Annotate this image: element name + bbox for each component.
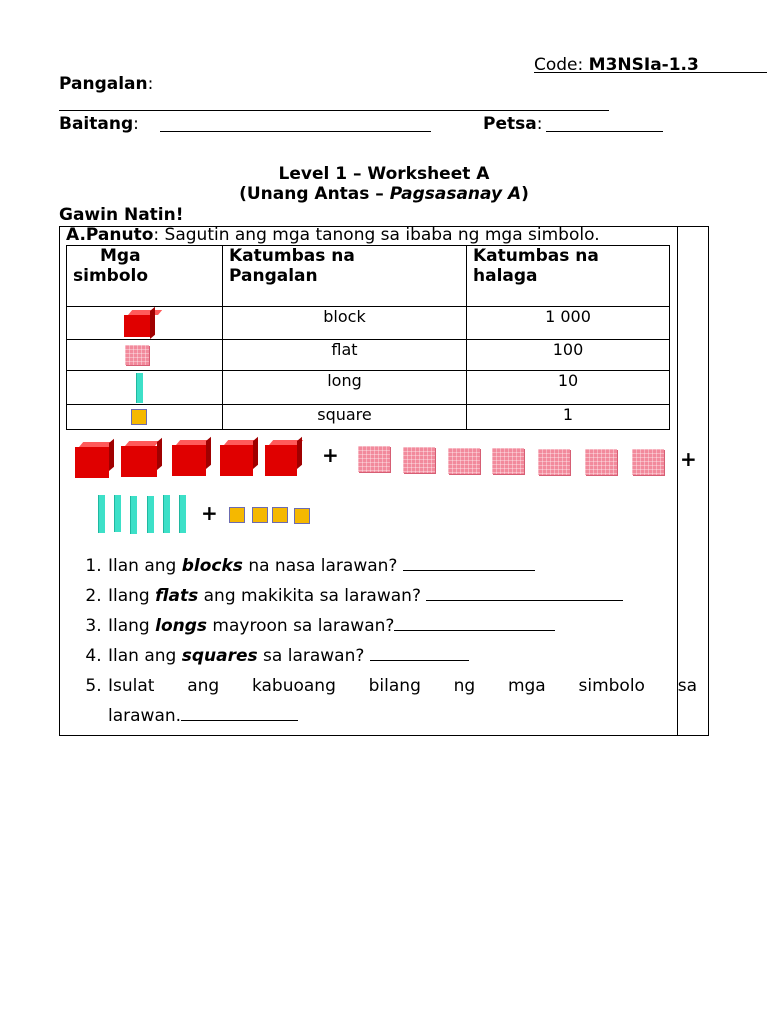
pink-flat-icon	[632, 449, 664, 475]
pink-flat-icon	[538, 449, 570, 475]
table-row	[67, 340, 670, 371]
yellow-square-icon	[252, 507, 268, 523]
header-name	[223, 246, 467, 307]
q4-em: squares	[181, 646, 258, 666]
header-name-l1: Katumbas na	[229, 246, 355, 266]
q1-em: blocks	[181, 556, 243, 576]
subtitle-open: (Unang Antas –	[239, 184, 390, 204]
yellow-square-icon	[294, 508, 310, 524]
q3-post: mayroon sa larawan?	[207, 616, 395, 636]
question-item	[107, 551, 697, 581]
table-header-row	[67, 246, 670, 307]
q2-em: flats	[155, 586, 199, 606]
symbol-cell	[67, 405, 223, 430]
symbol-cell	[67, 307, 223, 340]
red-cube-icon	[172, 445, 206, 476]
pink-flat-icon	[125, 345, 149, 365]
teal-long-icon	[98, 495, 105, 533]
yellow-square-icon	[131, 409, 147, 425]
row-value: 1 000	[467, 307, 670, 340]
red-cube-icon	[265, 445, 297, 476]
worksheet-title: Level 1 – Worksheet A	[278, 164, 490, 184]
grade-line	[59, 114, 139, 134]
teal-long-icon	[179, 495, 186, 533]
subtitle-close: )	[521, 184, 529, 204]
question-list	[80, 551, 697, 731]
pink-flat-icon	[403, 447, 435, 473]
symbol-cell	[67, 340, 223, 371]
question-item	[107, 671, 697, 731]
date-line	[483, 114, 542, 134]
red-cube-icon	[220, 445, 253, 476]
header-value	[467, 246, 670, 307]
q2-post: ang makikita sa larawan?	[198, 586, 427, 606]
row-name: flat	[223, 340, 467, 371]
instruction-text: : Sagutin ang mga tanong sa ibaba ng mga simbolo.	[153, 225, 600, 245]
teal-long-icon	[130, 496, 137, 534]
question-item	[107, 641, 697, 671]
q4-pre: Ilan ang	[108, 646, 182, 666]
plus-sign: +	[322, 443, 339, 467]
row-name: block	[223, 307, 467, 340]
date-field-underline[interactable]	[546, 131, 663, 132]
answer-blank[interactable]	[370, 646, 469, 661]
table-row	[67, 405, 670, 430]
pink-flat-icon	[448, 448, 480, 474]
red-cube-icon	[124, 315, 150, 337]
symbol-cell	[67, 371, 223, 405]
header-symbol-l2: simbolo	[73, 266, 149, 286]
row-value: 100	[467, 340, 670, 371]
q4-post: sa larawan?	[257, 646, 370, 666]
plus-sign-right: +	[680, 447, 697, 471]
date-colon: :	[536, 114, 543, 134]
question-item	[107, 611, 697, 641]
row-name: long	[223, 371, 467, 405]
grade-colon: :	[133, 114, 139, 134]
pink-flat-icon	[492, 448, 524, 474]
q2-pre: Ilang	[108, 586, 156, 606]
q5-line2: larawan.	[108, 706, 182, 726]
name-label: Pangalan	[59, 74, 148, 94]
yellow-square-icon	[272, 507, 288, 523]
code-underline	[534, 72, 767, 73]
header-symbol	[67, 246, 223, 307]
answer-blank[interactable]	[403, 556, 535, 571]
row-name: square	[223, 405, 467, 430]
worksheet-subtitle	[0, 184, 768, 204]
symbol-table	[66, 245, 670, 430]
pink-flat-icon	[585, 449, 617, 475]
row-value: 10	[467, 371, 670, 405]
red-cube-icon	[75, 447, 109, 478]
grade-label: Baitang	[59, 114, 134, 134]
instruction-label: A.Panuto	[66, 225, 154, 245]
q3-pre: Ilang	[108, 616, 156, 636]
yellow-square-icon	[229, 507, 245, 523]
name-colon: :	[147, 74, 154, 94]
table-row	[67, 371, 670, 405]
teal-long-icon	[163, 495, 170, 533]
teal-long-icon	[114, 495, 121, 532]
code-label: Code:	[534, 55, 589, 75]
section-heading: Gawin Natin!	[59, 205, 184, 225]
subtitle-italic: Pagsasanay A	[389, 184, 522, 204]
date-label: Petsa	[483, 114, 537, 134]
name-line	[59, 74, 153, 94]
row-value: 1	[467, 405, 670, 430]
header-value-l2: halaga	[473, 266, 538, 286]
header-name-l2: Pangalan	[229, 266, 318, 286]
q5-line1: 5. Isulat ang kabuoang bilang ng mga simbolo sa	[108, 676, 697, 696]
q3-em: longs	[155, 616, 208, 636]
header-symbol-l1: Mga	[100, 246, 141, 266]
code-value: M3NSIa-1.3	[588, 55, 699, 75]
teal-long-icon	[147, 496, 154, 533]
name-field-underline[interactable]	[59, 110, 609, 111]
header-value-l1: Katumbas na	[473, 246, 599, 266]
teal-long-icon	[136, 373, 143, 403]
question-item	[107, 581, 697, 611]
plus-sign: +	[201, 501, 218, 525]
pink-flat-icon	[358, 446, 390, 472]
q1-pre: Ilan ang	[108, 556, 182, 576]
red-cube-icon	[121, 446, 157, 477]
answer-blank[interactable]	[426, 586, 623, 601]
grade-field-underline[interactable]	[160, 131, 431, 132]
q1-post: na nasa larawan?	[242, 556, 403, 576]
instruction	[66, 225, 600, 245]
answer-blank[interactable]	[181, 706, 298, 721]
table-row	[67, 307, 670, 340]
answer-blank[interactable]	[394, 616, 555, 631]
